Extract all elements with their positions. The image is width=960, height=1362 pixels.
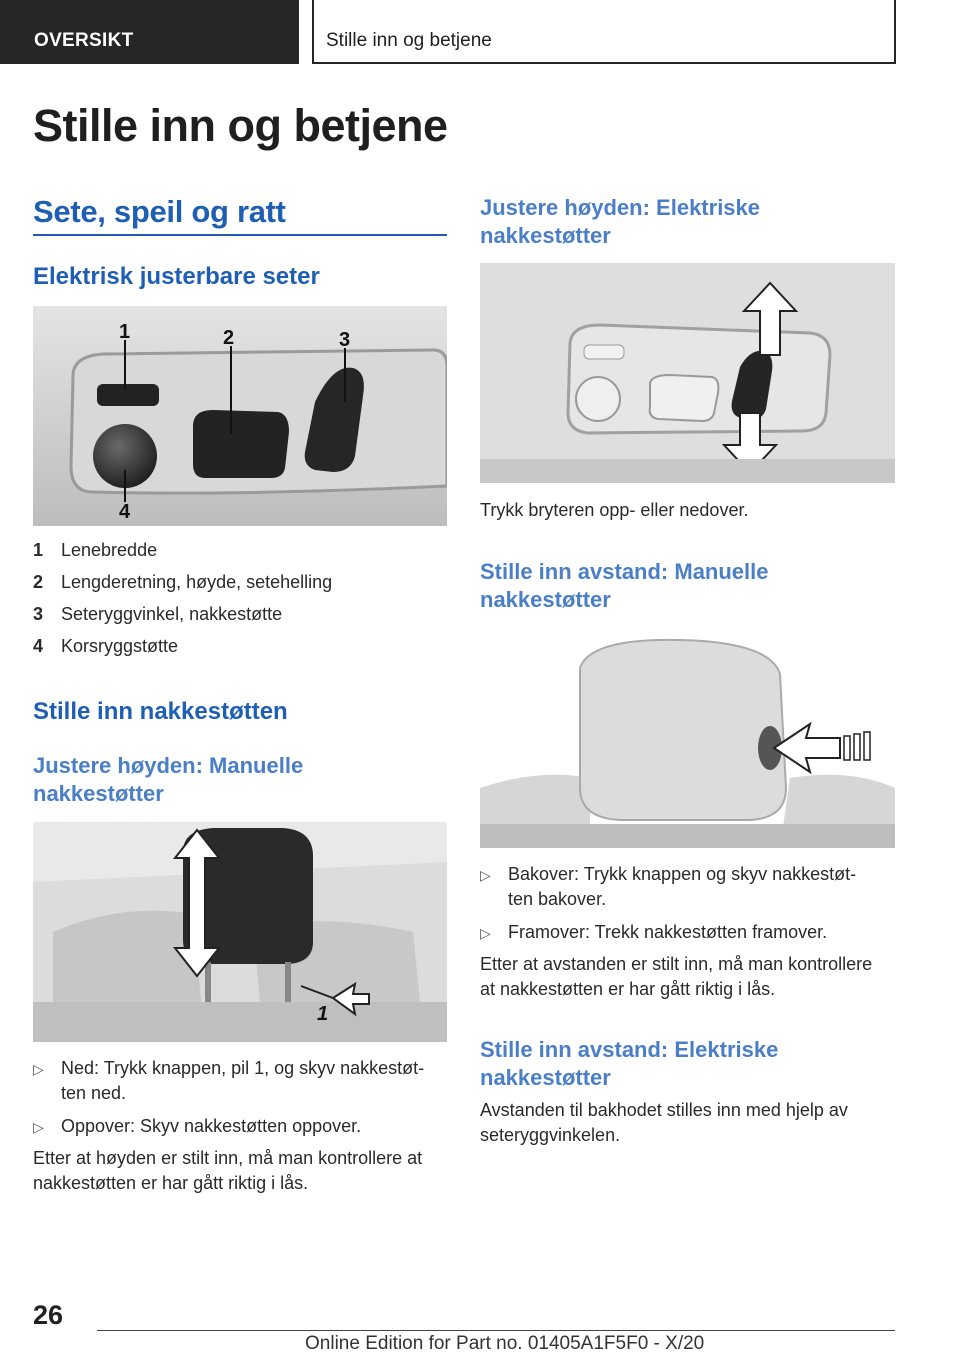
distance-note: Etter at avstanden er stilt inn, må man kontrollere at nakkestøtten er har gått riktig i lås. (480, 954, 873, 999)
seats-heading: Elektrisk justerbare seter (33, 263, 320, 290)
list-item: ▷ Framover: Trekk nakkestøtten framover. (480, 920, 895, 946)
numbered-list (33, 540, 447, 668)
height-steps-list (33, 1056, 447, 1148)
elec-distance-text: Avstanden til bakhodet stilles inn med hjelp av seteryggvinkelen. (480, 1100, 848, 1145)
manual-headrest-illustration (33, 822, 447, 1042)
callout-2: 2 (223, 327, 235, 349)
seat-controls-illustration (33, 306, 447, 526)
page-title: Stille inn og betjene (33, 100, 448, 151)
elec-distance-heading: Stille inn avstand: Elektriske nakkestøtter (480, 1037, 779, 1090)
electric-switch-illustration (480, 263, 895, 483)
triangle-right-icon: ▷ (33, 1061, 44, 1077)
list-item: 1 Lenebredde (33, 540, 158, 560)
list-item: 3 Seteryggvinkel, nakkestøtte (33, 604, 283, 624)
section-rule (33, 234, 447, 236)
manual-height-heading: Justere høyden: Manuelle nakkestøtter (33, 753, 304, 806)
callout-1: 1 (119, 321, 131, 343)
footer-edition: Online Edition for Part no. 01405A1F5F0 - X/20 (305, 1333, 705, 1354)
callout-4: 4 (119, 501, 131, 523)
switch-instruction: Trykk bryteren opp- eller nedover. (480, 500, 749, 520)
list-item: ▷ Ned: Trykk knappen, pil 1, og skyv nakkestøt- ten ned. (33, 1056, 447, 1106)
list-item: 4 Korsryggstøtte (33, 636, 179, 656)
list-item: ▷ Bakover: Trykk knappen og skyv nakkestøt- ten bakover. (480, 862, 895, 912)
headrest-heading: Stille inn nakkestøtten (33, 698, 288, 725)
triangle-right-icon: ▷ (480, 925, 491, 941)
page-header (0, 0, 960, 66)
manual-headrest-figure (33, 822, 447, 1042)
elec-height-heading: Justere høyden: Elektriske nakkestøtter (480, 195, 761, 248)
section-heading: Sete, speil og ratt (33, 194, 286, 229)
seat-controls-figure (33, 306, 447, 526)
header-chapter: Stille inn og betjene (312, 0, 896, 64)
footer-rule (97, 1330, 895, 1331)
headrest-distance-illustration (480, 628, 895, 848)
page-number: 26 (33, 1300, 64, 1330)
triangle-right-icon: ▷ (480, 867, 491, 883)
callout-1: 1 (317, 1003, 329, 1025)
header-section: OVERSIKT (0, 0, 299, 64)
manual-distance-heading: Stille inn avstand: Manuelle nakkestøtter (480, 559, 769, 612)
height-note: Etter at høyden er stilt inn, må man kontrollere at nakkestøtten er har gått riktig i lås. (33, 1148, 423, 1193)
distance-steps-list (480, 862, 895, 954)
electric-switch-figure (480, 263, 895, 483)
callout-3: 3 (339, 329, 351, 351)
headrest-distance-figure (480, 628, 895, 848)
triangle-right-icon: ▷ (33, 1119, 44, 1135)
list-item: ▷ Oppover: Skyv nakkestøtten oppover. (33, 1114, 447, 1140)
list-item: 2 Lengderetning, høyde, setehelling (33, 572, 333, 592)
